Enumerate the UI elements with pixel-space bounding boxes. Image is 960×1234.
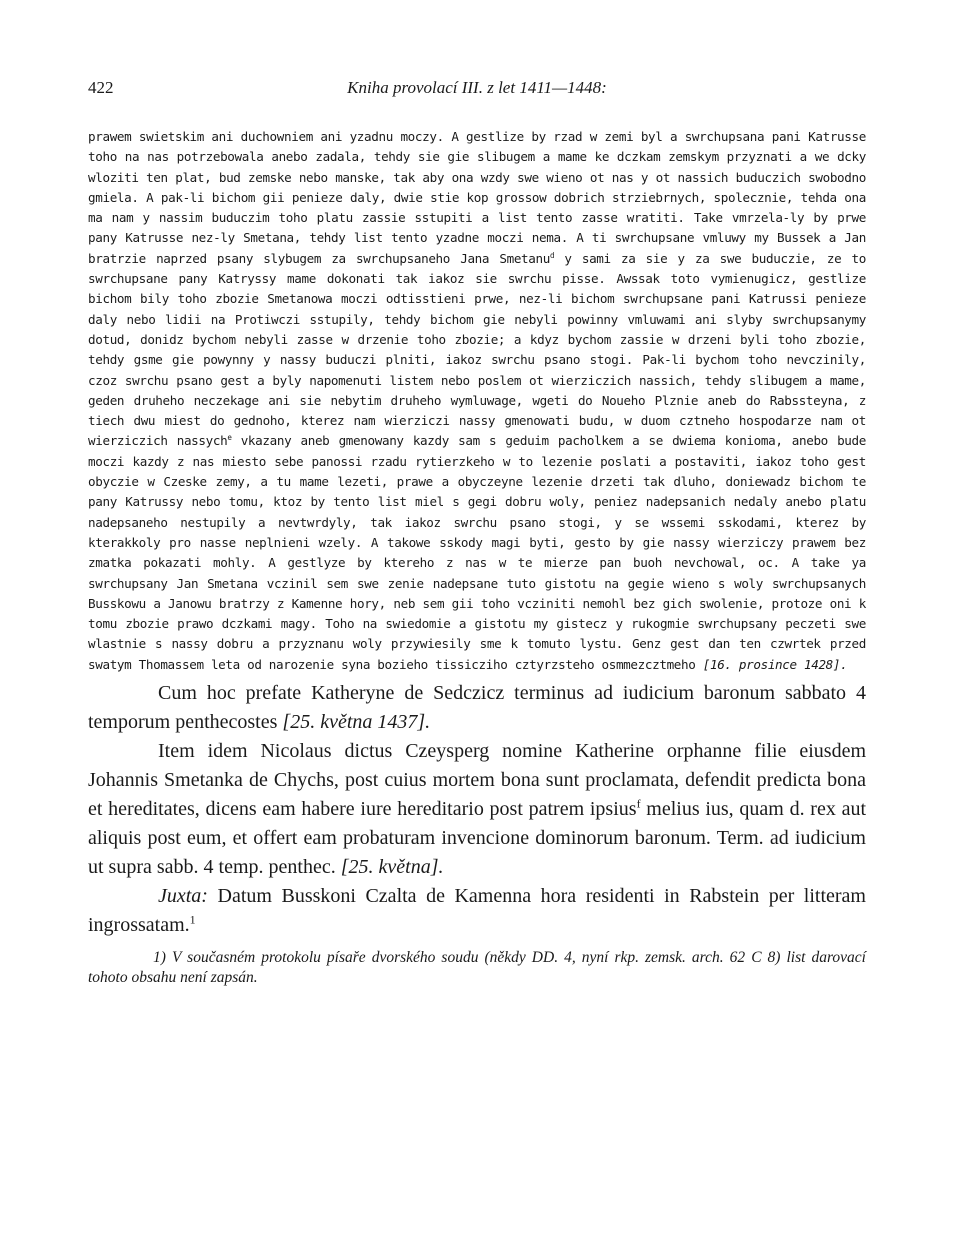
latin-paragraph-2 [88,737,866,882]
czech-text-1: prawem swietskim ani duchowniem ani yzadnu moczy. A gestlize by rzad w zemi byl a swrchupsana pani Katrusse toho na nas potrzebowala anebo zadala, tehdy sie gie slibugem a mame ke dczkam zemskym przyznati a we dcky wloziti ten plat, bud zemske nebo manske, tak aby ona wzdy swe wieno ot nas y ot nassich buduczich swobodno gmiela. A pak-li bichom gii penieze daly, dwie stie kop grossow dobrich strziebrnych, spolecznie, tehda ona ma nam y nassim buduczim toho platu zassie sstupiti a list tento zasse wratiti. Take vmrzela-ly by prwe pany Katrusse nez-ly Smetana, tehdy list tento yzadne moczi nema. A ti swrchupsane vmluwy my Bussek a Jan bratrzie naprzed psany slybugem za swrchupsaneho Jana Smetanu [88,129,866,266]
czech-text-2: y sami za sie y za swe buduczie, ze to swrchupsane pany Katryssy mame dokonati tak iakoz sie swrchu pisse. Awssak toto vymienugicz, gestlize bichom bily toho zbozie Smetanowa moczi odtisstieni prwe, nez-li bichom swrchupsane pani Katrussi penieze daly nebo lidii na Protiwczi sstupily, tehdy bichom gie nebyli powinny vmluwami ani slyby swrchupsanymy dotud, donidz bychom nebyli zasse w drzenie toho zbozie; a kdyz bychom zassie w drzeni byli toho zbozie, tehdy gsme gie powynny y nassy buduczi plniti, iakoz swrchu psano stogi. Pak-li bychom toho nevczinily, czoz swrchu psano gest a byly napomenuti listem nebo poslem ot wierziczich nassich, tehdy slibugem a mame, geden druheho neczekage ani sie nebytim druheho wymluwage, wgeti do Noueho Plznie aneb do Rabssteyna, z tiech dwu miest do gednoho, kterez nam wierziczi nassy gmenowati budu, w duom cztneho hospodarze nam ot wierziczich nassych [88,250,866,449]
czech-charter-text [88,127,866,675]
czech-paragraph [88,127,866,675]
czech-date: [16. prosince 1428]. [702,656,848,672]
book-page [88,78,866,988]
footnote-mark: 1) [153,949,166,967]
page-header [88,78,866,102]
latin-paragraph-3 [88,882,866,940]
latin-text-2a: Item idem Nicolaus dictus Czeysperg nomine Katherine orphanne filie eiusdem Johannis Smetanka de Chychs, post cuius mortem bona sunt proclamata, defendit predicta bona et hereditates, dicens eam habere iure hereditario post patrem ipsius [88,740,866,821]
latin-text-1: Cum hoc prefate Katheryne de Sedczicz terminus ad iudicium baronum sabbato 4 temporum penthecostes [88,682,866,734]
czech-text-3: vkazany aneb gmenowany kazdy sam s geduim pacholkem a se dwiema konioma, anebo bude moczi kazdy z nas miesto sebe panossi rzadu rytierzkeho w to lezenie poslati a postaviti, iakoz toho gest obyczie w Czeske zemy, a tu mame lezeti, prawe a obyczeyne lezenie drzeti tak dluho, doniewadz bichom te pany Katrussy nebo tomu, ktoz by tento list miel s gegi dobru woly, peniez nadepsanich nedaly anebo platu nadepsaneho nestupily a nevtwrdyly, tak iakoz swrchu psano stogi, y se wssemi sskodami, kterez by kterakkoly pro nasse neplnieni wzely. A takowe sskody magi byti, gesto by gie nassy wierziczy prawem bez zmatka pokazati mohly. A gestlyze by ktereho z nas w te mierze pan buoh nevchowal, oc. A take ya swrchupsany Jan Smetana vczinil sem swe zenie nadepsane tuto gistotu na gegie wieno s woly swrchupsanych Busskowu a Janowu bratrzy z Kamenne hory, neb sem gii toho vcziniti nemohl bez gich swolenie, protoze oni k tomu zbozie prawo dczkami magy. Toho na swiedomie a gistotu my gistecz y rukogmie swrchupsany peczeti swe wlastnie s nassy dobru a przyznanu woly przywiesily sme k tomuto lystu. Genz gest dan ten czwrtek przed swatym Thomassem leta od narozenie syna bozieho tissiczihо cztyrzsteho osmmezcztmeho [88,433,866,672]
latin-date-1: [25. května 1437]. [282,711,431,734]
footnote-ref-e: e [227,433,232,443]
running-title: Kniha provolací III. z let 1411—1448: [347,78,607,97]
juxta-label: Juxta: [158,885,208,908]
latin-date-2: [25. května]. [340,856,444,879]
footnote-ref-f: f [636,796,641,811]
latin-text-2b: melius ius, quam d. rex aut aliquis post eum, et offert eam probaturam invencione dominorum baronum. Term. ad iudicium ut supra sabb. 4 temp. penthec. [88,798,866,879]
page-number: 422 [88,78,114,97]
latin-text-3: Datum Busskoni Czalta de Kamenna hora residenti in Rabstein per litteram ingrossatam. [88,885,866,937]
footnote-ref-d: d [549,250,555,260]
footnote-text: V současném protokolu písaře dvorského soudu (někdy DD. 4, nyní rkp. zemsk. arch. 62 C 8) list darovací tohoto obsahu není zapsán. [88,949,866,987]
footnote [88,948,866,988]
latin-paragraph-1 [88,679,866,737]
footnote-ref-1: 1 [189,912,196,927]
